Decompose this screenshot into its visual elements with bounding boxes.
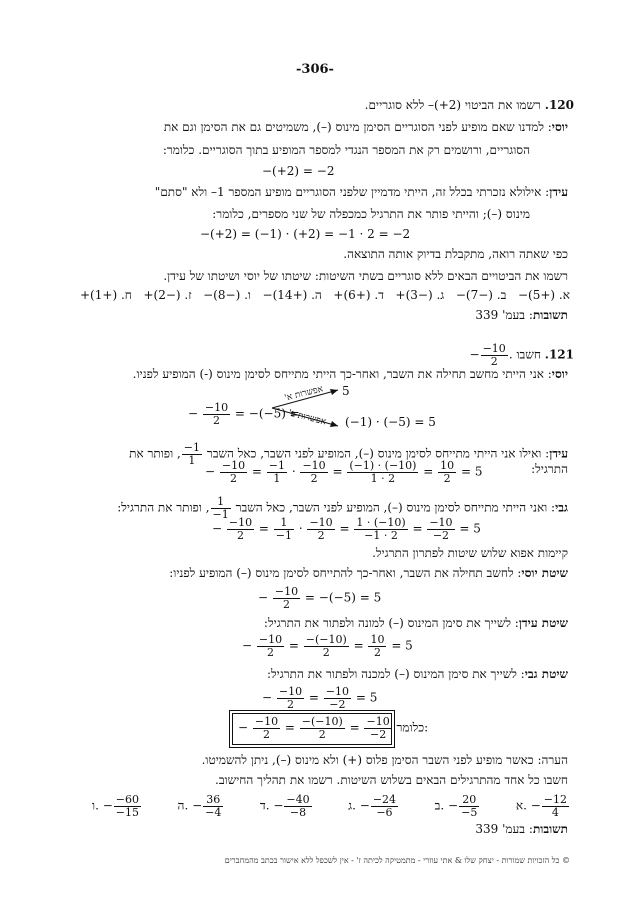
numerator: −10: [482, 342, 506, 355]
ex121-item: ד. − $\frac{-40}{-8}$: [259, 793, 310, 819]
method-eden-label: שיטת עידן: [518, 616, 568, 630]
ex121-item: ג. − $\frac{-24}{-6}$: [348, 793, 397, 819]
answers-label: תשובות: [532, 308, 568, 322]
yossi-text: : למדנו שאם מופיע לפני הסוגריים הסימן מינוס (–), משמיטים גם את הסימן וגם את: [163, 120, 552, 134]
ex120-title-text: רשמו את הביטוי (2+)– ללא סוגריים.: [364, 98, 541, 112]
denominator: −15: [115, 805, 139, 819]
eden-label: עידן: [549, 446, 568, 461]
method-gabi: [267, 667, 568, 682]
gabi-label: גבי: [555, 500, 568, 515]
ex121-item: ב. − $\frac{20}{-5}$: [434, 793, 478, 819]
numerator: −24: [372, 793, 397, 806]
result-a: 5: [342, 384, 350, 398]
option-b-label: אפשרות ב': [287, 408, 327, 428]
item-label: א.: [515, 798, 527, 813]
ex120-item: ז. (−2)+: [143, 288, 192, 302]
ex120-items: [80, 288, 570, 303]
method-yossi-eq-text: = −(−5) = 5: [304, 590, 382, 605]
numerator: 36: [203, 794, 223, 807]
ex120-answers: [475, 308, 568, 323]
method-gabi-label: שיטת גבי: [524, 667, 568, 681]
eden-text: : ואילו אני הייתי מתייחס לסימן מינוס (–), המופיע לפני השבר, כאל השבר: [206, 446, 550, 461]
ex120-eden-line2: מינוס (–); והייתי פותר את התרגיל כמכפלה של שני מספרים, כלומר:: [212, 207, 530, 221]
page-number: -306-: [296, 62, 334, 77]
answers-label: תשובות: [532, 822, 568, 836]
item-label: ב.: [434, 798, 445, 813]
ex120-yossi-line1: [164, 120, 568, 135]
answers-page: : בעמ' 339: [475, 822, 533, 836]
gabi-text: : ואני הייתי מתייחס לסימן מינוס (–), המופיע לפני השבר, כאל השבר: [235, 500, 556, 515]
ex120-item: ו. (−8)−: [203, 288, 251, 302]
denominator: −8: [289, 805, 307, 819]
gabi-text-tail: , ופותר את התרגיל:: [117, 500, 210, 515]
ex121-number: 121.: [544, 347, 574, 362]
result-b: (−1) · (−5) = 5: [345, 415, 436, 429]
method-yossi-label: שיטת יוסי: [521, 566, 568, 580]
ex120-item: ב. (−7)−: [455, 288, 507, 302]
denominator: −6: [376, 805, 393, 819]
summary-content: − $\frac{-10}{2}$ = $\frac{-(-10)}{2}$ = $\frac{-10}{-2}$ כלומר:: [238, 715, 429, 741]
ex121-item: ה. − $\frac{36}{-4}$: [177, 793, 222, 819]
denominator: 4: [551, 805, 559, 819]
eden-eq-result: = 5: [460, 464, 483, 479]
ex120-eden-equation: −(+2) = (−1) · (+2) = −1 · 2 = −2: [200, 227, 411, 241]
ex121-title: [470, 343, 574, 367]
ex121-title-fraction: − $\frac{-10}{2}$ .: [469, 342, 513, 368]
ex121-items: [92, 794, 570, 818]
ex120-conclusion: כפי שאתה רואה, מתקבלת בדיוק אותה התוצאה.: [343, 247, 568, 261]
denominator: −5: [461, 805, 478, 819]
method-gabi-equation: − $\frac{-10}{2}$ = $\frac{-10}{-2}$ = 5: [262, 685, 378, 711]
yossi-text: : אני הייתי מחשב תחילה את השבר, ואחר-כך הייתי מתייחס לסימן מינוס (-) המופיע לפניו.: [132, 367, 552, 381]
gabi-eq-result: = 5: [459, 521, 481, 536]
numerator: −40: [286, 793, 310, 806]
yossi-label: יוסי: [551, 120, 568, 134]
option-a-label: אפשרות א': [283, 384, 325, 404]
eden-fraction: $\frac{1-}{1}$: [183, 441, 200, 467]
ex120-item: ח. (+1)+: [80, 288, 132, 302]
ex120-yossi-line2: הסוגריים, ורושמים רק את המספר הנגדי למספר המופיע בתוך הסוגריים. כלומר:: [162, 143, 530, 157]
ex120-eden-line1: [155, 185, 568, 200]
method-gabi-eq-result: = 5: [355, 690, 378, 705]
numerator: −60: [115, 793, 139, 806]
gabi-equation: − $\frac{-10}{2}$ = $\frac{1}{-1}$ · $\frac{-10}{2}$ = $\frac{1 \cdot (-10)}{-1 \cdot 2}$ = $\frac{-10}{-2}$ = 5: [212, 516, 481, 542]
denominator: −4: [205, 805, 222, 819]
ex121-title-text: חשבו: [516, 347, 541, 362]
eden-text-tail: , ופותר את: [129, 446, 181, 461]
method-yossi: [169, 566, 568, 581]
item-label: ג.: [348, 798, 356, 813]
footer-copyright: © כל הזכויות שמורות - יצחק שלו & אתי עוזרי - מתמטיקה לכיתה ז' - אין לשכפל ללא אישור בכתב מהמחברים: [224, 856, 570, 865]
eden-label: עידן: [549, 185, 568, 199]
ex120-item: ד. (+6)+: [333, 288, 384, 302]
eden-equation: − $\frac{-10}{2}$ = $\frac{-1}{1}$ · $\frac{-10}{2}$ = $\frac{(-1) \cdot (-10)}{1 \cdot 2}$ = $\frac{10}{2}$ = 5: [205, 459, 483, 485]
three-methods: קיימות אפוא שלוש שיטות לפתרון התרגיל.: [372, 546, 568, 560]
answers-page: : בעמ' 339: [475, 308, 533, 322]
method-eden: [264, 616, 568, 631]
item-label: ד.: [259, 798, 270, 813]
ex121-answers: [475, 822, 568, 837]
yossi-eq-text: = −(−5) =: [234, 406, 300, 421]
ex121-yossi-line: [133, 367, 568, 382]
ex120-item: ה. (+14)−: [262, 288, 322, 302]
numerator: −12: [543, 793, 567, 806]
yossi-eq-left: − $\frac{-10}{2}$ = −(−5) =: [188, 401, 300, 427]
method-eden-text: : לשייך את סימן המינוס (–) למונה ולפתור את התרגיל:: [263, 616, 519, 630]
ex121-task: חשבו כל אחד מהתרגילים הבאים בשלוש השיטות. רשמו את תהליך החישוב.: [215, 773, 568, 787]
minus-sign: −: [469, 347, 480, 362]
method-yossi-equation: − $\frac{-10}{2}$ = −(−5) = 5: [258, 585, 382, 611]
ex120-item: ג. (−3)+: [395, 288, 445, 302]
method-yossi-text: : לחשב תחילה את השבר, ואחר-כך להתייחס לסימן מינוס (–) המופיע לפניו:: [169, 566, 522, 580]
item-label: ו.: [92, 798, 99, 813]
note: הערה: כאשר מופיע לפני השבר הסימן פלוס (+) ולא מינוס (–), ניתן להשמיטו.: [201, 753, 568, 767]
method-eden-equation: − $\frac{-10}{2}$ = $\frac{-(-10)}{2}$ = $\frac{10}{2}$ = 5: [242, 633, 413, 659]
ex121-item: א. − $\frac{-12}{4}$: [515, 793, 567, 819]
yossi-label: יוסי: [551, 367, 568, 381]
item-label: ה.: [177, 798, 189, 813]
ex120-item: א. (+5)−: [517, 288, 570, 302]
method-eden-eq-result: = 5: [391, 638, 413, 653]
method-gabi-text: : לשייך את סימן המינוס (–) למכנה ולפתור את התרגיל:: [267, 667, 525, 681]
numerator: 20: [459, 794, 479, 807]
summary-label: כלומר:: [396, 720, 429, 735]
ex121-item: ו. − $\frac{-60}{-15}$: [92, 793, 139, 819]
gabi-fraction: $\frac{1}{1-}$: [212, 495, 229, 521]
ex120-number: 120.: [544, 98, 574, 112]
ex120-title: [365, 98, 574, 113]
eden-text: : אילולא נזכרתי בכלל זה, הייתי מדמיין שלפני הסוגריים מופיע המספר 1– ולא "סתם": [154, 185, 550, 199]
denominator: 2: [490, 354, 498, 368]
ex121-eden-line2: התרגיל:: [531, 462, 568, 476]
ex120-task: רשמו את הביטויים הבאים ללא סוגריים בשתי השיטות: שיטתו של יוסי ושיטתו של עידן.: [163, 269, 568, 283]
ex120-yossi-equation: −(+2) = −2: [262, 164, 335, 178]
